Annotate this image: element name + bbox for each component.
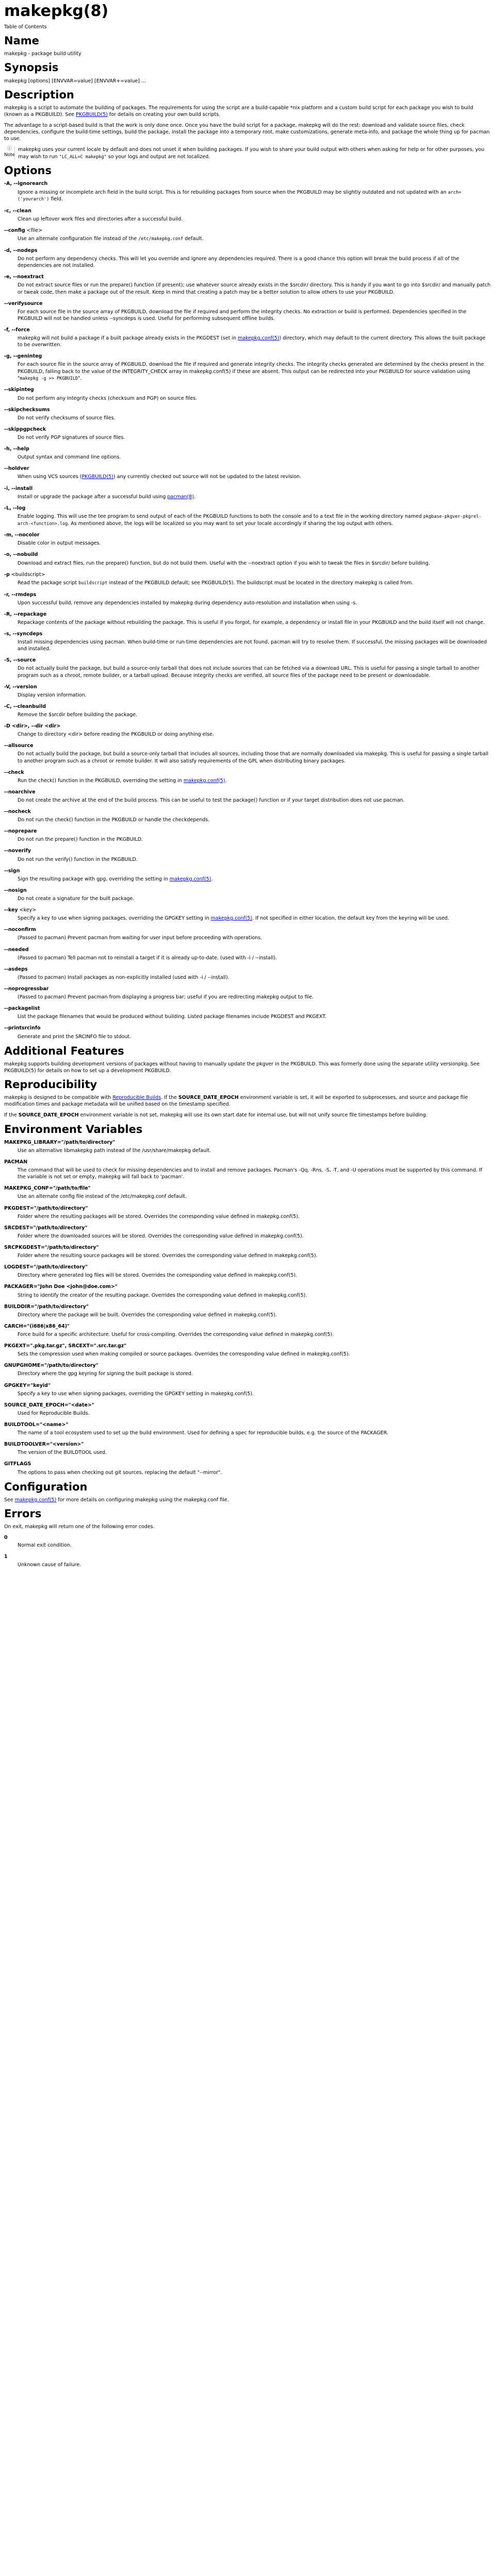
option-flag-text: -r, --rmdeps [4, 591, 37, 598]
section-heading-environment: Environment Variables [4, 1123, 143, 1136]
option-description [18, 935, 491, 941]
option-desc-text: (Passed to pacman) Prevent pacman from displaying a progress bar; useful if you are redirecting makepkg output to file. [18, 994, 314, 1001]
option-flag-text: --asdeps [4, 966, 28, 972]
option-flag-text: --noarchive [4, 789, 36, 795]
section-heading-errors: Errors [4, 1507, 42, 1520]
option-desc-text: Do not verify PGP signatures of source files. [18, 434, 125, 440]
errors-list [4, 1534, 491, 1568]
option-link[interactable]: PKGBUILD(5) [81, 474, 114, 480]
env-var-name: SRCDEST="/path/to/directory" [4, 1225, 88, 1231]
option-flag-text: -p [4, 571, 10, 578]
option-flag-text: -R, --repackage [4, 611, 47, 617]
option-flag [4, 406, 491, 413]
env-var-name: MAKEPKG_LIBRARY="/path/to/directory" [4, 1139, 116, 1145]
option-flag-text: -S, --source [4, 657, 36, 664]
option-desc-text: Use an alternate configuration file instead of the [18, 236, 139, 242]
option-flag [4, 966, 491, 973]
option-description [18, 777, 491, 784]
option-flag-text: --config [4, 228, 25, 234]
option-link[interactable]: makepkg.conf(5) [238, 335, 279, 342]
env-var-description: String to identify the creator of the resulting package. Overrides the corresponding value defined in makepkg.conf(5). [18, 1292, 307, 1298]
description-paragraph-1: makepkg is a script to automate the building of packages. The requirements for using the script are a build-capable *nix platform and a custom build script for each package you wish to build (known as a PKGBUILD). See PKGBUILD(5) for details on creating your own build scripts. [4, 105, 473, 117]
option-description [18, 454, 491, 461]
option-flag [4, 532, 491, 538]
option-flag-text: --holdver [4, 466, 29, 472]
option-flag-text: --needed [4, 946, 29, 953]
option-description [18, 915, 491, 922]
option-code: arch=('yourarch') [18, 190, 461, 202]
option-flag [4, 208, 491, 214]
option-flag-text: -s, --syncdeps [4, 631, 43, 637]
option-desc-text: Repackage contents of the package without rebuilding the package. This is useful if you forgot, for example, a dependency or install file in your PKGBUILD and the build itself will not change. [18, 619, 485, 625]
option-desc-text: Do not create the archive at the end of the build process. This can be useful to test the package() function or if your target distribution does not use pacman. [18, 797, 405, 803]
option-desc-text-2: . [194, 494, 196, 500]
env-var-name: SRCPKGDEST="/path/to/directory" [4, 1244, 99, 1250]
option-desc-text: Do not actually build the package, but build a source-only tarball that does not include sources that can be fetched via a download URL. This is useful for passing a single tarball to another program such as a chroot, remote builder, or a tarball upload. Because integrity checks are verified, all source files of the package need to be present or downloadable. [18, 666, 480, 679]
option-flag [4, 789, 491, 795]
option-desc-text: Install missing dependencies using pacman. When build-time or run-time dependencies are not found, pacman will try to resolve them. If successful, the missing packages will be downloaded and installed. [18, 639, 487, 652]
option-desc-text: Sign the resulting package with gpg, overriding the setting in [18, 876, 170, 882]
option-description [18, 494, 491, 500]
option-flag [4, 274, 491, 280]
env-var-name: LOGDEST="/path/to/directory" [4, 1264, 88, 1270]
option-description [18, 235, 491, 243]
option-description [18, 309, 491, 322]
option-arg: <buildscript> [9, 571, 45, 578]
option-description [18, 692, 491, 699]
page-title: makepkg(8) [4, 2, 109, 20]
option-flag-text: -h, --help [4, 446, 29, 452]
option-flag [4, 465, 491, 472]
option-description [18, 600, 491, 606]
option-code: /etc/makepkg.conf [138, 236, 184, 242]
option-desc-text: Enable logging. This will use the tee program to send output of each of the PKGBUILD functions to both the console and to a text file in the working directory named [18, 513, 424, 519]
env-var-description: Folder where the downloaded sources will be stored. Overrides the corresponding value defined in makepkg.conf(5). [18, 1233, 304, 1239]
env-var-description: Specify a key to use when signing packages, overriding the GPGKEY setting in makepkg.conf(5). [18, 1391, 254, 1397]
error-description: Unknown cause of failure. [18, 1562, 81, 1568]
option-flag [4, 828, 491, 835]
option-desc-text: When using VCS sources ( [18, 474, 82, 480]
reproducible-builds-link[interactable]: Reproducible Builds [112, 1095, 161, 1101]
option-flag [4, 353, 491, 360]
additional-features-text: makepkg supports building development versions of packages without having to manually update the pkgver in the PKGBUILD. This was formerly done using the separate utility versionpkg. See PKGBUILD(5) for details on how to set up a development PKGBUILD. [4, 1061, 480, 1074]
option-desc-text: Run the check() function in the PKGBUILD, overriding the setting in [18, 777, 184, 784]
note-body: makepkg uses your current locale by default and does not unset it when building packages. If you wish to share your build output with others when asking for help or for other purposes, you may wish to run "LC_ALL=C makepkg" so your logs and output are not localized. [14, 146, 491, 160]
env-var-description: Folder where the resulting packages will be stored. Overrides the corresponding value defined in makepkg.conf(5). [18, 1213, 300, 1219]
reproducibility-paragraph-1: makepkg is designed to be compatible with Reproducible Builds. If the SOURCE_DATE_EPOCH environment variable is set, it will be exported to subprocesses, and source and package file modification times and package metadata will be unified based on the timestamp specified. [4, 1095, 468, 1108]
option-desc-text: Specify a key to use when signing packages, overriding the GPGKEY setting in [18, 916, 211, 922]
error-code: 1 [4, 1554, 8, 1560]
option-flag-text: --nosign [4, 887, 27, 893]
option-flag [4, 848, 491, 854]
option-desc-text: For each source file in the source array of PKGBUILD, download the file if required and generate integrity checks. The integrity checks generated are determined by the checks present in the PKGBUILD, falling back to the value of the INTEGRITY_CHECK array in makepkg.conf(5) if these are absent. This output can be redirected into your PKGBUILD for source validation using " [18, 362, 484, 381]
env-var-description: Used for Reproducible Builds. [18, 1410, 90, 1416]
environment-list [4, 1139, 491, 1476]
option-link[interactable]: pacman(8) [167, 494, 194, 500]
env-var-name: MAKEPKG_CONF="/path/to/file" [4, 1185, 91, 1192]
makepkg-conf-link[interactable]: makepkg.conf(5) [14, 1497, 57, 1503]
option-description [18, 751, 491, 764]
option-desc-text: Remove the $srcdir before building the package. [18, 711, 138, 718]
option-flag-text: --skippgpcheck [4, 426, 46, 432]
option-description [18, 434, 491, 441]
option-description [18, 955, 491, 961]
option-desc-text: makepkg will not build a package if a built package already exists in the PKGDEST (set in [18, 335, 238, 342]
option-flag-text: --noprepare [4, 828, 37, 835]
env-var-description: Directory where the package will be built. Overrides the corresponding value defined in makepkg.conf(5). [18, 1312, 277, 1318]
env-var-description: The command that will be used to check for missing dependencies and to install and remove packages. Pacman's -Qq, -Rns, -S, -T, and -U operations must be supported by this command. If the variable is not set or empty, makepkg will fall back to 'pacman'. [18, 1167, 483, 1180]
option-desc-text-2: field. [49, 196, 63, 202]
note-box [4, 146, 491, 160]
option-flag-text: --verifysource [4, 300, 43, 307]
option-desc-text-2: ) directory, which may default to the current directory. This allows the built package to be overwritten. [18, 335, 486, 348]
option-flag [4, 868, 491, 874]
option-description [18, 189, 491, 203]
option-description [18, 395, 491, 402]
section-heading-description: Description [4, 88, 74, 101]
option-description [18, 817, 491, 823]
env-var-description: Sets the compression used when making compiled or source packages. Overrides the corresponding value defined in makepkg.conf(5). [18, 1351, 350, 1358]
option-desc-text: (Passed to pacman) Prevent pacman from waiting for user input before proceeding with operations. [18, 935, 262, 941]
option-flag [4, 723, 491, 730]
option-desc-text: Ignore a missing or incomplete arch field in the build script. This is for rebuilding packages from source when the PKGBUILD may be slightly outdated and not updated with an [18, 189, 448, 195]
env-var-description: The name of a tool ecosystem used to set up the build environment. Used for defining a spec for reproducible builds, e.g. the source of the PACKAGER. [18, 1430, 388, 1436]
option-desc-text: Read the package script [18, 580, 79, 586]
option-description [18, 895, 491, 902]
option-link[interactable]: makepkg.conf(5) [184, 777, 225, 784]
option-flag [4, 1005, 491, 1012]
option-desc-text: Upon successful build, remove any dependencies installed by makepkg during dependency auto-resolution and installation when using -s. [18, 600, 357, 606]
env-var-name: PACKAGER="John Doe <john@doe.com>" [4, 1284, 118, 1290]
option-desc-text-2: default. [183, 236, 204, 242]
option-flag [4, 887, 491, 894]
option-flag-text: --skipchecksums [4, 406, 50, 413]
option-description [18, 282, 491, 295]
env-var-name: SOURCE_DATE_EPOCH="<date>" [4, 1402, 94, 1408]
env-var-description: Use an alternate config file instead of the /etc/makepkg.conf default. [18, 1194, 187, 1200]
section-heading-options: Options [4, 164, 52, 177]
env-var-description: Folder where the resulting source packages will be stored. Overrides the corresponding value defined in makepkg.conf(5). [18, 1253, 318, 1259]
env-var-name: BUILDDIR="/path/to/directory" [4, 1303, 89, 1310]
option-flag [4, 907, 491, 913]
pkgbuild-link[interactable]: PKGBUILD(5) [76, 112, 108, 117]
option-flag [4, 631, 491, 637]
option-flag-text: -A, --ignorearch [4, 181, 48, 187]
option-flag [4, 180, 491, 187]
options-list [4, 180, 491, 1040]
option-flag [4, 300, 491, 307]
option-flag-text: --nocheck [4, 809, 31, 815]
option-flag [4, 1025, 491, 1031]
option-flag [4, 571, 491, 578]
table-of-contents-link[interactable]: Table of Contents [4, 24, 47, 30]
option-flag [4, 446, 491, 452]
option-flag [4, 611, 491, 618]
synopsis-text: makepkg [options] [ENVVAR=value] [ENVVAR+=value] ... [4, 78, 146, 84]
option-flag-text: --noprogressbar [4, 986, 49, 992]
option-description [18, 856, 491, 863]
option-flag [4, 227, 491, 234]
reproducibility-paragraph-2: If the SOURCE_DATE_EPOCH environment variable is not set, makepkg will use its own start date for internal use, but will not unify source file timestamps before building. [4, 1112, 427, 1118]
env-var-name: PKGEXT=".pkg.tar.gz", SRCEXT=".src.tar.gz" [4, 1343, 127, 1349]
option-flag-text: --sign [4, 868, 20, 874]
option-desc-text: Do not perform any dependency checks. This will let you override and ignore any dependencies required. There is a good chance this option will break the build process if all of the dependencies are not installed. [18, 256, 459, 269]
option-description [18, 473, 491, 480]
section-heading-reproducibility: Reproducibility [4, 1078, 97, 1091]
option-code: makepkg -g >> PKGBUILD [20, 376, 78, 381]
option-link[interactable]: makepkg.conf(5) [169, 876, 211, 882]
option-desc-text: Do not extract source files or run the prepare() function (if present); use whatever source already exists in the $srcdir/ directory. This is handy if you want to go into $srcdir/ and manually patch or tweak code, then make a package out of the result. Keep in mind that creating a patch may be a better solution to allow others to use your PKGBUILD. [18, 282, 491, 295]
errors-intro: On exit, makepkg will return one of the following error codes. [4, 1524, 155, 1530]
option-description [18, 639, 491, 652]
option-desc-text: For each source file in the source array of PKGBUILD, download the file if required and perform the integrity checks. No extraction or build is performed. Dependencies specified in the PKGBUILD will not be handled unless --syncdeps is used. Useful for performing subsequent offline builds. [18, 309, 467, 321]
env-var-name: GPGKEY="keyid" [4, 1382, 51, 1388]
option-flag [4, 769, 491, 776]
env-var-name: BUILDTOOL="<name>" [4, 1421, 69, 1428]
option-description [18, 580, 491, 587]
note-icon: ⓘ [7, 146, 12, 152]
option-flag-text: --printsrcinfo [4, 1025, 41, 1031]
env-var-name: BUILDTOOLVER="<version>" [4, 1442, 84, 1448]
option-flag-text: --skipinteg [4, 387, 34, 393]
section-heading-configuration: Configuration [4, 1480, 88, 1493]
option-flag [4, 505, 491, 512]
option-desc-text: (Passed to pacman) Install packages as non-explicitly installed (used with -i / --install). [18, 974, 229, 980]
option-arg: <key> [18, 907, 37, 913]
option-flag [4, 742, 491, 749]
option-arg: <file> [25, 228, 43, 234]
option-flag [4, 551, 491, 558]
option-flag [4, 591, 491, 598]
option-flag-text: -d, --nodeps [4, 248, 38, 254]
option-flag-text: --noconfirm [4, 927, 36, 933]
option-flag-text: --allsource [4, 743, 34, 749]
option-description [18, 361, 491, 382]
option-desc-text-2: ". [77, 375, 82, 381]
configuration-text: See makepkg.conf(5) for more details on configuring makepkg using the makepkg.conf file. [4, 1497, 229, 1503]
option-description [18, 415, 491, 421]
env-var-description: Directory where the gpg keyring for signing the built package is stored. [18, 1371, 193, 1377]
option-desc-text: Do not perform any integrity checks (checksum and PGP) on source files. [18, 395, 197, 401]
option-desc-text: Do not create a signature for the built package. [18, 896, 135, 902]
error-code: 0 [4, 1535, 8, 1541]
option-flag-text: -i, --install [4, 485, 33, 492]
option-description [18, 797, 491, 804]
option-flag [4, 986, 491, 992]
option-desc-text: Do not run the check() function in the PKGBUILD or handle the checkdepends. [18, 817, 210, 823]
option-description [18, 619, 491, 626]
option-flag-text: -c, --clean [4, 208, 31, 214]
option-description [18, 540, 491, 547]
section-heading-synopsis: Synopsis [4, 61, 59, 74]
option-flag [4, 247, 491, 254]
option-desc-text-2: instead of the PKGBUILD default; see PKGBUILD(5). The buildscript must be located in the directory makepkg is called from. [107, 580, 414, 586]
option-flag [4, 485, 491, 492]
option-flag-text: -e, --noextract [4, 274, 44, 280]
env-var-description: Directory where generated log files will be stored. Overrides the corresponding value defined in makepkg.conf(5). [18, 1273, 298, 1279]
option-description [18, 876, 491, 883]
option-flag [4, 703, 491, 710]
option-description [18, 994, 491, 1001]
option-flag [4, 386, 491, 393]
env-var-description: The version of the BUILDTOOL used. [18, 1450, 107, 1456]
option-flag-text: --check [4, 769, 24, 775]
option-desc-text: Display version information. [18, 692, 87, 698]
env-var-name: PACMAN [4, 1159, 28, 1165]
option-desc-text: Download and extract files, run the prepare() function, but do not build them. Useful with the --noextract option if you wish to tweak the files in $srcdir/ before building. [18, 560, 430, 566]
option-desc-text-2: . As mentioned above, the logs will be localized so you may want to set your locale accordingly if sharing the log output with others. [68, 520, 393, 527]
option-description [18, 335, 491, 348]
option-desc-text: Output syntax and command line options. [18, 454, 121, 461]
description-paragraph-2: The advantage to a script-based build is that the work is only done once. Once you have the build script for a package, makepkg will do the rest: download and validate source files, check dependencies, configure the build-time settings, build the package, install the package into a temporary root, make customizations, generate meta-info, and package the whole thing up for pacman to use. [4, 123, 490, 142]
option-desc-text-2: . [225, 777, 227, 784]
env-var-description: Use an alternative libmakepkg path instead of the /usr/share/makepkg default. [18, 1147, 211, 1154]
option-desc-text: Do not run the verify() function in the PKGBUILD. [18, 856, 138, 862]
env-var-name: GITFLAGS [4, 1461, 31, 1467]
option-desc-text: Clean up leftover work files and directories after a successful build. [18, 216, 183, 223]
option-flag-text: -C, --cleanbuild [4, 703, 46, 709]
option-description [18, 1013, 491, 1020]
option-desc-text: List the package filenames that would be produced without building. Listed package filenames include PKGDEST and PKGEXT. [18, 1014, 326, 1020]
option-desc-text: Change to directory <dir> before reading the PKGBUILD or doing anything else. [18, 732, 214, 738]
option-description [18, 560, 491, 567]
option-flag-text: -g, --geninteg [4, 353, 42, 360]
section-heading-name: Name [4, 35, 39, 47]
option-desc-text: Install or upgrade the package after a successful build using [18, 494, 168, 500]
option-flag-text: -V, --version [4, 684, 37, 690]
option-flag-text: -f, --force [4, 327, 30, 333]
env-var-description: Force build for a specific architecture. Useful for cross-compiling. Overrides the corresponding value defined in makepkg.conf(5). [18, 1331, 334, 1337]
option-desc-text-2: . [211, 876, 213, 882]
option-flag [4, 808, 491, 815]
option-flag [4, 327, 491, 333]
env-var-description: The options to pass when checking out git sources, replacing the default "--mirror". [18, 1469, 222, 1476]
option-desc-text: Do not run the prepare() function in the PKGBUILD. [18, 837, 143, 843]
section-heading-additional: Additional Features [4, 1044, 124, 1057]
option-code: pkgbase-pkgver-pkgrel-arch-<function>.log [18, 514, 482, 527]
env-var-name: GNUPGHOME="/path/to/directory" [4, 1363, 98, 1369]
option-description [18, 256, 491, 269]
option-description [18, 665, 491, 679]
option-description [18, 974, 491, 981]
option-flag-text: --key [4, 907, 18, 913]
name-text: makepkg - package build utility [4, 51, 81, 57]
option-flag-text: -m, --nocolor [4, 532, 40, 538]
option-desc-text: Do not actually build the package, but build a source-only tarball that includes all sources, including those that are normally downloaded via makepkg. This is useful for passing a single tarball to another program such as a chroot or remote builder. It will also satisfy requirements of the GPL when distributing binary packages. [18, 751, 489, 764]
option-desc-text: (Passed to pacman) Tell pacman not to reinstall a target if it is already up-to-date. (used with -i / --install). [18, 955, 277, 961]
option-desc-text: Disable color in output messages. [18, 540, 101, 547]
env-var-name: PKGDEST="/path/to/directory" [4, 1205, 88, 1211]
option-flag [4, 926, 491, 933]
option-description [18, 1033, 491, 1040]
option-desc-text-2: . If not specified in either location, the default key from the keyring will be used. [252, 916, 450, 922]
option-flag-text: -L, --log [4, 505, 26, 511]
option-flag-text: -D <dir>, --dir <dir> [4, 723, 61, 730]
option-code: buildscript [78, 580, 108, 586]
option-flag-text: --noverify [4, 848, 31, 854]
option-flag [4, 684, 491, 690]
option-desc-text: Do not verify checksums of source files. [18, 415, 116, 421]
option-description [18, 836, 491, 843]
option-desc-text-2: ) any currently checked out source will not be updated to the latest revision. [113, 474, 302, 480]
option-description [18, 513, 491, 527]
env-var-name: CARCH="(i686|x86_64)" [4, 1323, 70, 1329]
option-description [18, 731, 491, 738]
option-description [18, 711, 491, 718]
option-flag [4, 657, 491, 664]
option-link[interactable]: makepkg.conf(5) [210, 916, 253, 922]
error-description: Normal exit condition. [18, 1543, 72, 1549]
option-flag [4, 426, 491, 433]
option-desc-text: Generate and print the SRCINFO file to stdout. [18, 1033, 131, 1040]
option-description [18, 216, 491, 223]
option-flag [4, 946, 491, 953]
option-flag-text: -o, --nobuild [4, 552, 38, 558]
note-label: ⓘ Note [4, 146, 15, 158]
option-flag-text: --packagelist [4, 1006, 40, 1012]
